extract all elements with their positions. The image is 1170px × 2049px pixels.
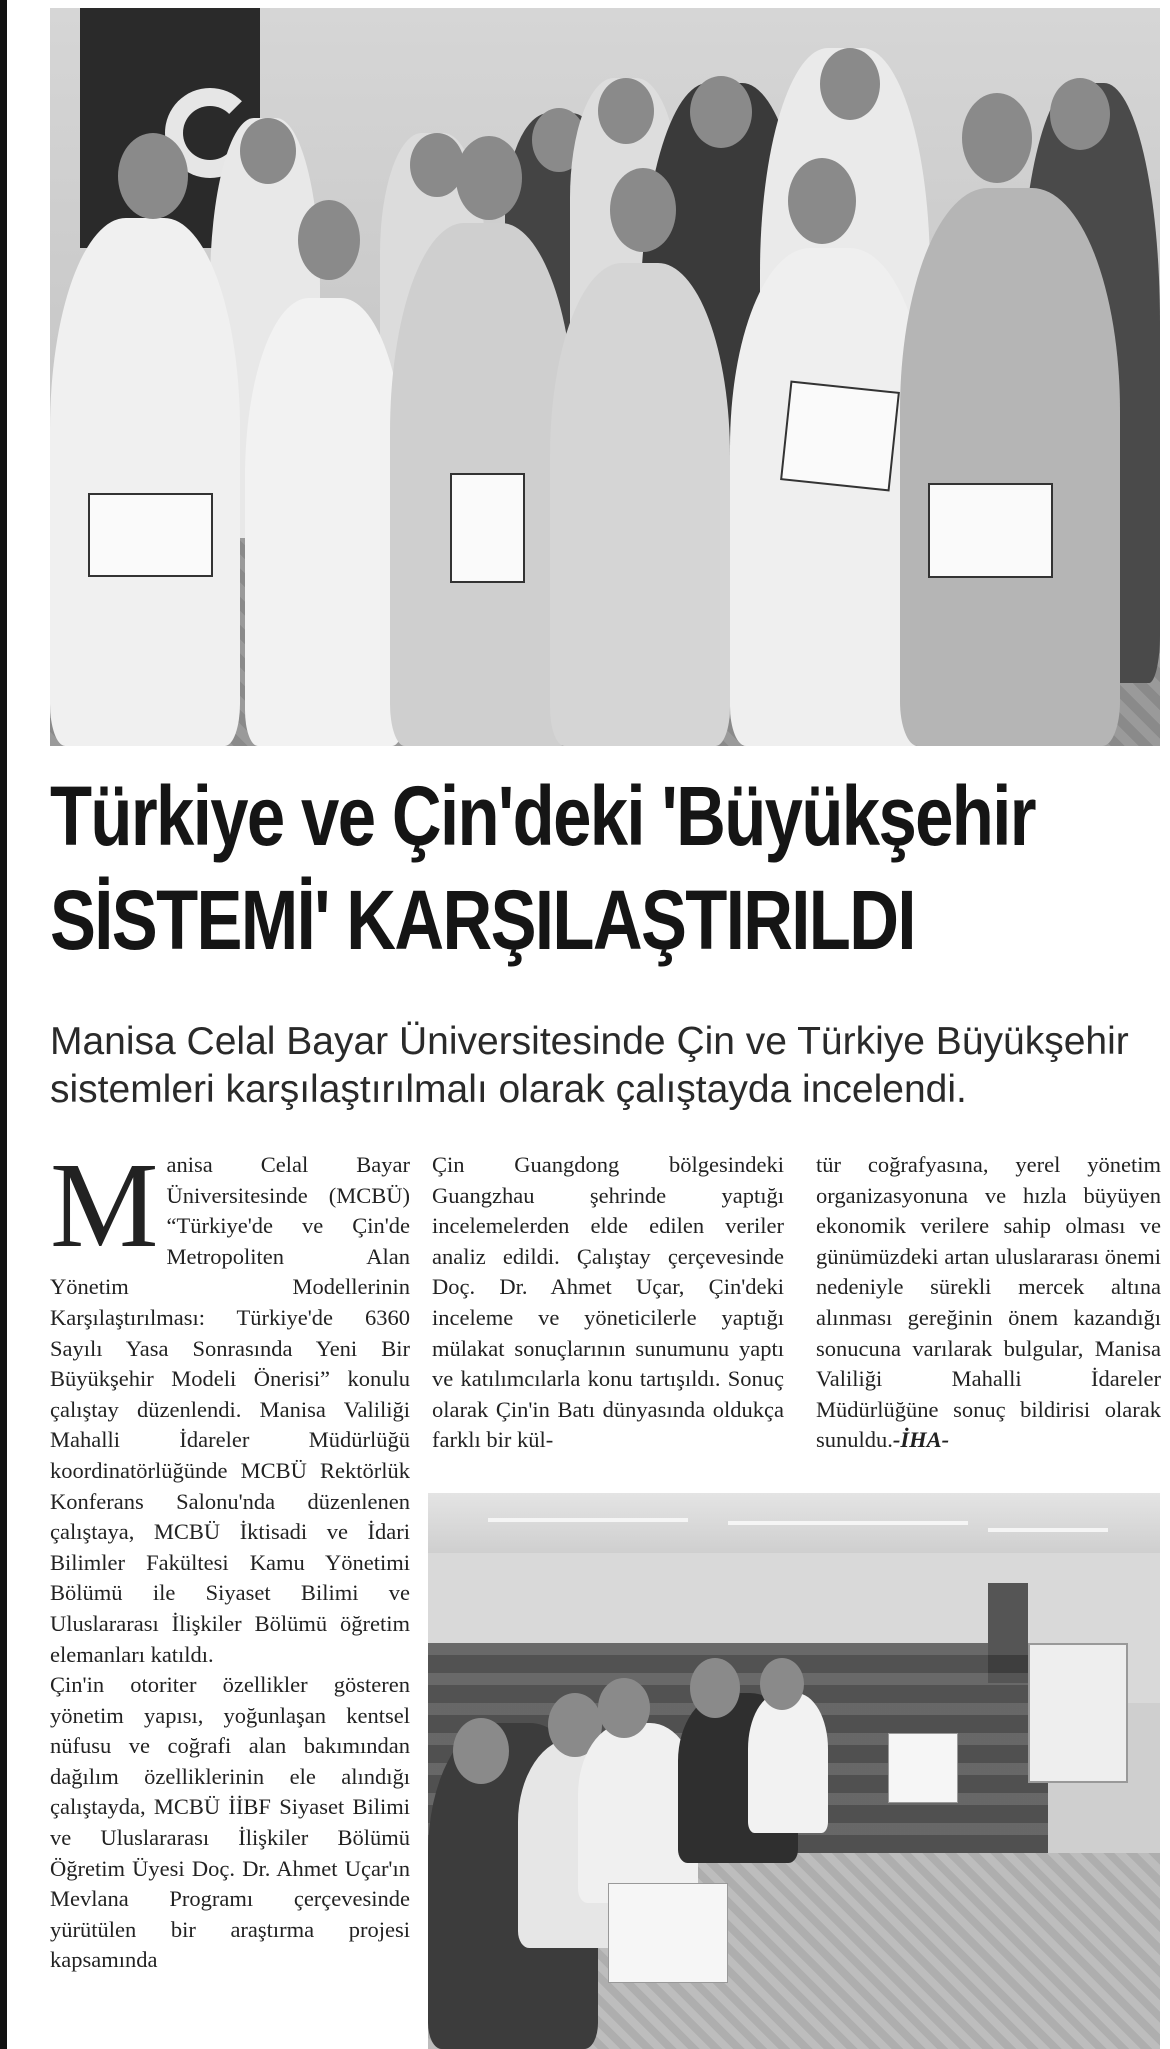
left-column-rule [0,0,7,2049]
headline-line-2: SİSTEMİ' KARŞILAŞTIRILDI [50,873,915,967]
paragraph-2-part-2: Çin Guangdong bölgesindeki Guangzhau şehrinde yaptığı incelemelerden elde edilen veriler analiz edildi. Çalıştay çerçevesinde Doç. Dr. Ahmet Uçar, Çin'deki inceleme ve yöneticilerle yaptığı mülakat sonuçlarının sunumunu yaptı ve katılımcılarla konu tartışıldı. Sonuç olarak Çin'in Batı dünyasında oldukça farklı bir kül- [432,1152,784,1453]
headline-line-1: Türkiye ve Çin'deki 'Büyükşehir [50,769,1035,863]
paragraph-2-part-3-text: tür coğrafyasına, yerel yönetim organizasyonuna ve hızla büyüyen ekonomik verilere sahip olması ve günümüzdeki artan uluslararası önemi nedeniyle sürekli mercek altına alınması gereğinin önem kazandığı sonucuna varılarak bulgular, Manisa Valiliği Mahalli İdareler Müdürlüğüne sonuç bildirisi olarak sunuldu. [816,1152,1161,1453]
drop-cap: M [50,1138,159,1273]
conference-hall-photo [428,1493,1160,2049]
paragraph-1 [50,1138,410,1670]
article-column-2 [432,1150,784,1456]
paragraph-2-part-1: Çin'in otoriter özellikler gösteren yönetim yapısı, yoğunlaşan kentsel nüfusu ve coğrafi alan bakımından dağılım özelliklerinin ele alındığı çalıştayda, MCBÜ İİBF Siyaset Bilimi ve Uluslararası İlişkiler Bölümü Öğretim Üyesi Doç. Dr. Ahmet Uçar'ın Mevlana Programı çerçevesinde yürütülen bir araştırma projesi kapsamında [50,1672,410,1973]
group-photo [50,8,1160,746]
paragraph-2-part-3 [816,1150,1161,1456]
agency-credit: -İHA- [892,1427,950,1453]
paragraph-1-text: anisa Celal Bayar Üniversitesinde (MCBÜ) “Türkiye'de ve Çin'de Metropoliten Alan Yönetim Modellerinin Karşılaştırılması: Türkiye'de 6360 Sayılı Yasa Sonrasında Yeni Bir Büyükşehir Modeli Önerisi” konulu çalıştay düzenlendi. Manisa Valiliği Mahalli İdareler Müdürlüğü koordinatörlüğünde MCBÜ Rektörlük Konferans Salonu'nda düzenlenen çalıştaya, MCBÜ İktisadi ve İdari Bilimler Fakültesi Kamu Yönetimi Bölümü ile Siyaset Bilimi ve Uluslararası İlişkiler Bölümü öğretim elemanları katıldı. [50,1152,410,1667]
article-column-1 [50,1138,410,1976]
subheadline: Manisa Celal Bayar Üniversitesinde Çin ve Türkiye Büyükşehir sistemleri karşılaştırılmalı olarak çalıştayda incelendi. [50,1020,1129,1111]
article-column-3 [816,1150,1161,1456]
